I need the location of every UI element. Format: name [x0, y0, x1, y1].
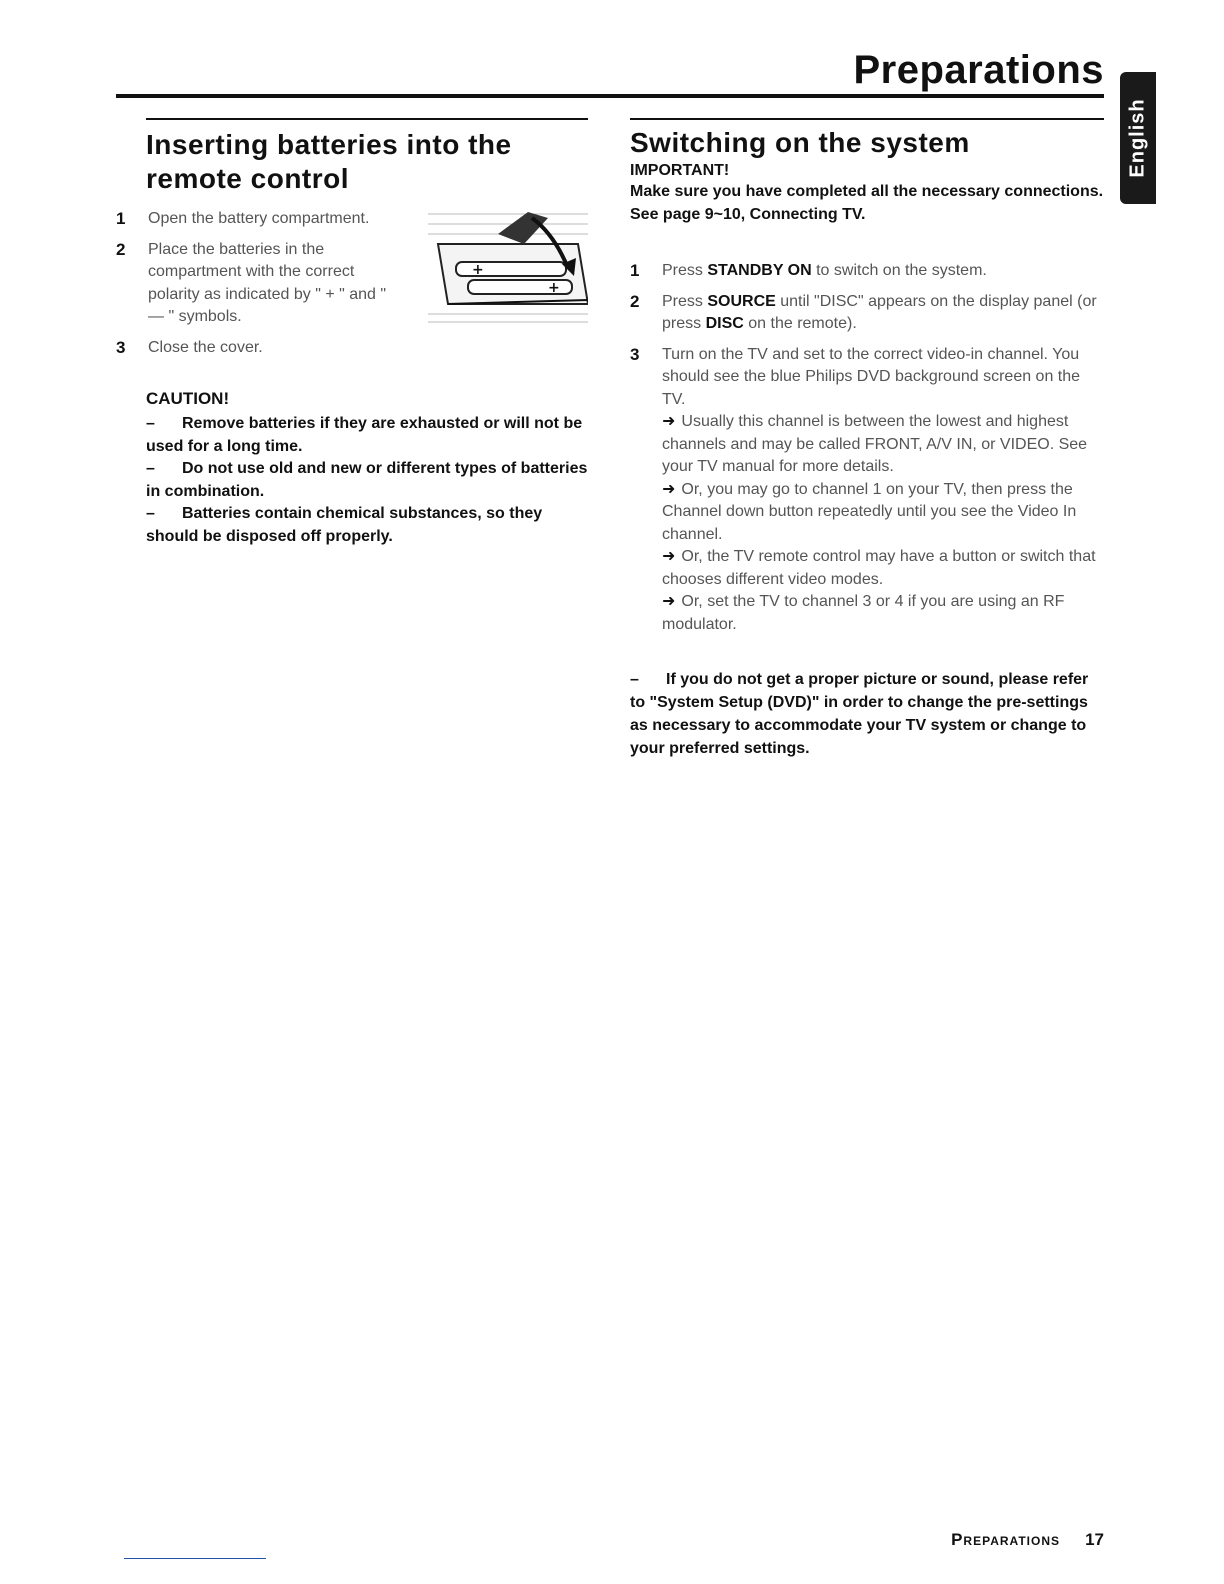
language-tab — [1120, 72, 1156, 204]
page-number: 17 — [1085, 1530, 1104, 1549]
caution-title: CAUTION! — [146, 389, 230, 408]
footer-rule — [124, 1558, 266, 1559]
header-rule — [116, 94, 1104, 98]
caution-item: – Batteries contain chemical substances, so they should be disposed off properly. — [146, 505, 543, 545]
arrow-icon: ➜ — [662, 480, 676, 498]
switching-section-title: Switching on the system — [630, 127, 970, 158]
important-text: Make sure you have completed all the necessary connections. See page 9~10, Connecting TV. — [630, 183, 1104, 223]
battery-step-1: 1 Open the battery compartment. — [116, 209, 370, 228]
tip-note: ➜ Or, set the TV to channel 3 or 4 if you are using an RF modulator. — [662, 593, 1065, 633]
arrow-icon: ➜ — [662, 548, 676, 565]
page-title: Preparations — [853, 48, 1104, 92]
tip-note: ➜ Or, the TV remote control may have a button or switch that chooses different video modes. — [662, 548, 1096, 588]
battery-section-title: Inserting batteries into the remote control — [146, 129, 512, 194]
switch-step-1: 1 Press STANDBY ON to switch on the system. — [630, 261, 987, 280]
battery-step-2: 2 Place the batteries in the compartment with the correct polarity as indicated by " + " and " — " symbols. — [116, 239, 387, 325]
svg-text:+: + — [472, 262, 484, 278]
caution-item: – Remove batteries if they are exhausted or will not be used for a long time. — [146, 415, 583, 455]
switch-step-2: 2 Press SOURCE until "DISC" appears on the display panel (or press DISC on the remote). — [630, 291, 1097, 332]
battery-section — [116, 118, 588, 548]
setup-note: – If you do not get a proper picture or sound, please refer to "System Setup (DVD)" in order to change the pre-settings as necessary to accommodate your TV system or change to your preferred settings. — [630, 671, 1089, 757]
tip-note: ➜ Usually this channel is between the lowest and highest channels and may be called FRONT, A/V IN, or VIDEO. See your TV manual for more details. — [662, 413, 1088, 475]
arrow-icon: ➜ — [662, 593, 676, 610]
important-label: IMPORTANT! — [630, 162, 730, 179]
caution-block — [146, 389, 588, 548]
tip-note: ➜ Or, you may go to channel 1 on your TV, then press the Channel down button repeatedly until you see the Video In channel. — [662, 480, 1077, 543]
switching-section — [630, 118, 1104, 760]
arrow-icon: ➜ — [662, 413, 676, 430]
language-tab-label: English — [1126, 98, 1149, 178]
section-rule — [146, 118, 588, 120]
section-rule — [630, 118, 1104, 120]
svg-text:+: + — [548, 280, 560, 296]
caution-item: – Do not use old and new or different types of batteries in combination. — [146, 460, 588, 500]
switch-step-3: 3 Turn on the TV and set to the correct video-in channel. You should see the blue Philips DVD background screen on the TV. ➜ Usually this channel is between the lowest and highest channels and may be called FRONT, A/V IN, or VIDEO. See your TV manual for more details. ➜ Or, you may go to channel 1 on your TV, then press the Channel down button repeatedly until you see the Video In channel. ➜ Or, the TV remote control may have a button or switch that chooses different video modes. ➜ Or, set the TV to channel 3 or 4 if you are using an RF modulator. — [630, 344, 1104, 637]
battery-step-3: 3 Close the cover. — [116, 337, 263, 357]
footer-section-label: Preparations — [951, 1530, 1060, 1549]
